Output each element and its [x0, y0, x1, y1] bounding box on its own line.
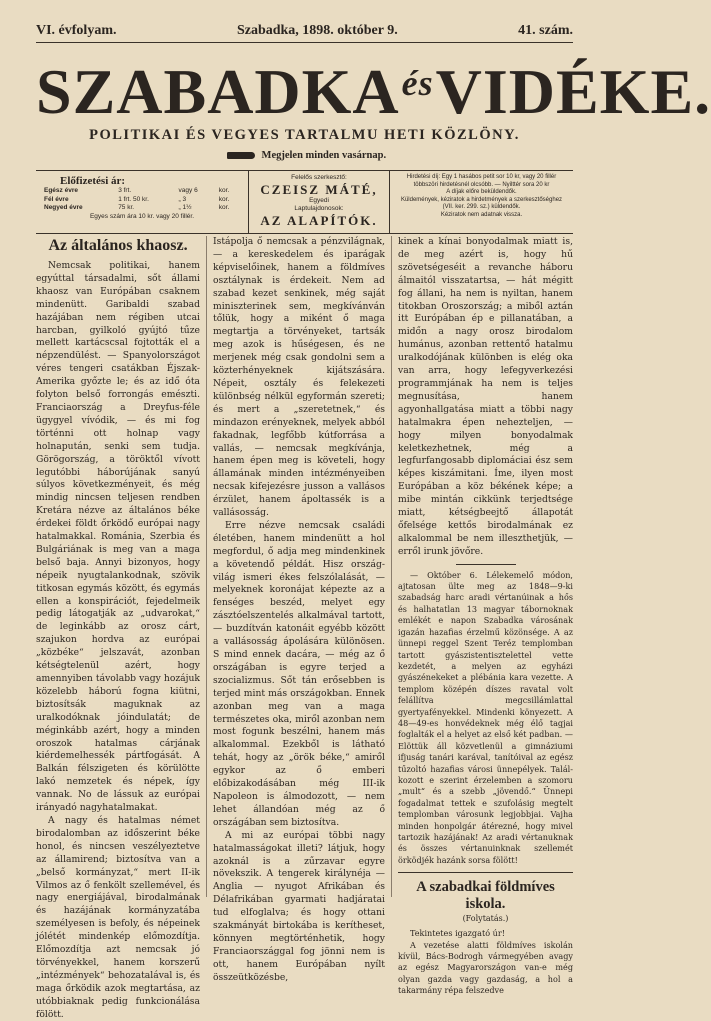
editor-label: Felelős szerkesztő:	[291, 174, 347, 181]
news-item-oktober: — Október 6. Lélekemelő módon, ajtatosan ülte meg az 1848—9-ki szabadság harc aradi vértanúinak a hős és halhatatlan 13 magyar tábornoknak emlékét e napon Szabadka városának igazán hazafias érzelmű közönsége. A az ünnepi reggel Szent Teréz templomban tartott gyászistentisztelettel vette kezdetét, a melyen az egyházi gyászénekeket a plébánia kara vezette. A templom középén díszes ravatal volt felállítva megcsillámlattal gyertyafényekkel. Mindenki könyezett. A 48—49-es honvédeknek még élő tagjai foglalták el a helyet az első két padban. — Elöttük áll közvetlenül a gimnáziumi ifjuság tanári karával, tanítóival az egész tűzoltó hazafias városi ünnepélyek. Talál-kozott e szerint érzelemben a szomoru „mult“ és a szebb „jövendő.“ Ünnepi fogadalmat tettek e szufolásig megtelt templomban városunk legjobbjai. Vajha minden honpolgár átérezné, hogy mivel tartozik hazájának! Az aradi vértanuknak és összes vértanuinknak szellemét örködjék hazánk sorsa fölött!	[398, 569, 573, 865]
place-date: Szabadka, 1898. október 9.	[236, 23, 398, 38]
masthead-right: VIDÉKE.	[435, 56, 711, 127]
section-divider	[398, 872, 573, 873]
section-divider	[456, 564, 516, 565]
article-paragraph: Erre nézve nemcsak családi életében, hanem mindenütt a hol megfordul, ő adja meg mindenkinek a követendő példát. Hisz ország-világ ismeri ékes felszólalását, — melyeknek koronájat képezte az a fenséges beszéd, melyet egy zásztóelszentelés alkalmával tartott, — buzdítván katonáit egyébb között a vallásosság ápolására különösen. S mind ennek dacára, — még az ő országában is egyre terjed a szocializmus. Sőt tán erősebben is terjed mint más országokban. Ennek azonban meg van a maga természetes oka, miről azonban nem most fogunk beszélni, hanem más alkalommal. Ezekből is látható tehát, hogy az „örök béke,“ amiről egykor az ő emberi előbizakodásában még III-ik Napoleon is álmodozott, — nem lehet állandóan még az ő országában sem biztosítva.	[213, 519, 385, 828]
article-paragraph: kinek a kínai bonyodalmak miatt is, de meg azért is, hogy hű szövetségeséit a revanche háboru álmaitól visszatartsa, — hát mégitt fog állani, ha nem is nyiltan, hanem titokban Oroszország; a miből aztán itt Európában ép e pillanatában, a midőn a nagy orosz birodalom humánus, azonban rettentő hatalmu uralkodójának különben is elég oka van arra, hogy lefegyverkezési programmjának ha nem is teljes megnusítása, hanem agyonhallgatása miatt a többi nagy hatalmakra épen nehezteljen, — hogy milyen bonyodalmak keletkezhetnek, még a legfurfangosabb diplomáciai ész sem képes kiszámitani. Íme, ilyen most Európában a köz békének képe; a mibe mintán cikkünk terjedtsége miatt, kétségbeejtő állapotát őfelsége kettős birodalmának ez alkalommal be nem illeszthetjük, — erről irunk jövőre.	[398, 236, 573, 557]
masthead	[36, 44, 711, 127]
masthead-es: és	[401, 63, 434, 103]
editor-name: CZEISZ MÁTÉ,	[260, 182, 378, 197]
article-paragraph: Nemcsak politikai, hanem egyúttal társadalmi, sőt állami khaosz van Európában csaknem mindenütt. Garibaldi szabad hazájában nem régiben utcai harcban, gyilkoló gyújtó tűze mellett kartácscsal fojtották el a népzendülést. — Spanyolországot véres tengeri csatákban Éjszak-Amerika győzte le; és az idő óta folyton belső forrongás emészti. Franciaország a Dreyfus-féle ügygyel vívódik, — és mi fog történni ott holnap vagy holnapután, senki sem tudja. Görögország, a töröktől vívott legutóbbi háborújának sanyú súlyos következményeit, és még mindig nincsen teljesen rendben Kretára nézve az általános béke érdekei földt őrködő európai nagy hatalmakkal. Románia, Szerbia és Bulgáriának is meg van a maga belső baja. Annyi bizonyos, hogy népeik nyugtalankodnak, szövik titkosan egymás között, és egymás ellen a konspirációt, fejedelmeik pedig látogatják az „udvarokat,“ de leginkább az orosz cárt, szajukon hordva az európai „közbéke“ jelszavát, azonban kétségtelenül azért, hogy amennyiben távolabb vagy hozájuk közelebb háború fogna kiütni, biztosítsák maguknak az uralkodóknak jóindulatát; de méginkább azért, hogy a minden oroszok hatalmas cárjának kiérdemelhessék pártfogását. A Balkán félszigeten és körülötte lakó nemzetek és népek, így vannak. No de lássuk az európai irányadó nagyhatalmakat.	[36, 260, 200, 814]
ads-line-2: A díjak előre beküldendők.	[446, 189, 517, 195]
article2-paragraph: Tekintetes igazgató úr!	[410, 928, 505, 939]
owner-label: Laptulajdonosok:	[294, 205, 344, 212]
subscription-title: Előfizetési ár:	[60, 175, 126, 187]
info-bar	[36, 170, 573, 234]
article2-tag: (Folytatás.)	[462, 914, 509, 924]
article-paragraph: Istápolja ő nemcsak a pénzvilágnak, — a kereskedelem és iparágak képviselőinek, hanem a földmíves osztálynak is érdekeit. Nem ad szabad kezet senkinek, még saját miniszterinek sem, megkívánván tőlük, hogy a miként ő maga megtartja a törvényeket, tartsák meg azok is hűségesen, és ne merjenek még csak gondolni sem a közterhényeknek kijátszására. Népeit, osztály és felekezeti különbség nélkül egyformán szereti; és mert a „szeretetnek,“ és mindazon erényeknek, melyek abból fakadnak, legfőbb kútforrása a vallás, — nemcsak megkívánja, hanem épen meg is követeli, hogy államának minden intézményeiben necsak kifejezésre jusson a vallásos érzület, hanem ápoltassék is a vallásosság.	[213, 236, 385, 519]
article-title: Az általános khaosz.	[48, 237, 188, 254]
ads-line-1: Hirdetési díj: Egy 1 hasábos petit sor 10 kr, vagy 20 fillér többszöri hirdetésnél olcsóbb. — Nyilttér sora 20 kr	[406, 174, 557, 188]
subscription-row: Egész évre 3 frt. vagy 6 kor.	[44, 187, 230, 194]
subscription-row: Fél évre 1 frt. 50 kr. „ 3 kor.	[44, 195, 230, 203]
subscription-box	[36, 171, 248, 233]
article2-paragraph: A vezetése alatti földmíves iskolán kívül, Bács-Bodrogh vármegyében avagy az egész Magyarországon van-e még olyan gazda vagy gazdaság, a hol a takarmány répa felszedve	[398, 939, 573, 996]
ads-line-4: Kéziratok nem adatnak vissza.	[440, 211, 523, 218]
appears-line	[36, 150, 573, 161]
article-paragraph: A nagy és hatalmas német birodalomban az időszerint béke honol, és nincsen veszélyeztetve az államirend; biztosítva van a „belső kormányzat,“ mert II-ik Vilmos az ő fenkölt szellemével, és nagy energiájával, birodalmának és hazájának kormányzatába személyesen is befoly, és népeinek jólétét mindenkép előmozdítja. Előmozdítja azt nemcsak jó törvényekkel, hanem korszerű „intézmények“ behozatalával is, és maga őrködik azok megtartása, az utóbbiaknak pedig funkcionálása fölött.	[36, 814, 200, 1020]
volume: VI. évfolyam.	[36, 23, 117, 38]
issue-number: 41. szám.	[518, 23, 573, 38]
article-paragraph: A mi az európai többi nagy hatalmasságokat illeti? látjuk, hogy azoknál is a zűrzavar egyre növekszik. A tengerek királynéja — Anglia — nyugot Afrikában és Délafrikában gyarmati hadjáratai tud elfoglalva; és hogy ottani szakmányát birtokába is kerítheset, könnyen megtörténhetik, hogy Franciaországgal fog jönni nem is ott, hanem Európában nyílt összeütközésbe,	[213, 829, 385, 983]
owner-name: AZ ALAPÍTÓK.	[260, 213, 378, 228]
column-3	[392, 236, 573, 996]
article2-title: A szabadkai földmíves iskola.	[416, 879, 555, 913]
masthead-left: SZABADKA	[36, 56, 400, 127]
subscription-row: Negyed évre 75 kr. „ 1½ kor.	[44, 204, 230, 211]
subscription-note: Egyes szám ára 10 kr. vagy 20 fillér.	[89, 212, 195, 220]
subtitle: POLITIKAI ÉS VEGYES TARTALMU HETI KÖZLÖNY.	[89, 127, 520, 143]
article-columns	[36, 236, 573, 1020]
ads-line-3: Küldemények, kéziratok a hirdetmények a szerkesztőséghez (VII. ker. 299. sz.) küldendők.	[400, 196, 563, 210]
pointing-hand-icon	[227, 152, 255, 159]
subscription-table	[42, 187, 242, 213]
appears-text: Megjelen minden vasárnap.	[261, 150, 387, 161]
ads-box	[390, 171, 573, 233]
column-2	[206, 236, 392, 983]
column-1	[36, 236, 206, 1020]
editor-desc: Egyedi	[309, 197, 329, 204]
header-line	[36, 20, 573, 42]
editor-box	[248, 171, 390, 233]
header-rule	[36, 42, 573, 43]
